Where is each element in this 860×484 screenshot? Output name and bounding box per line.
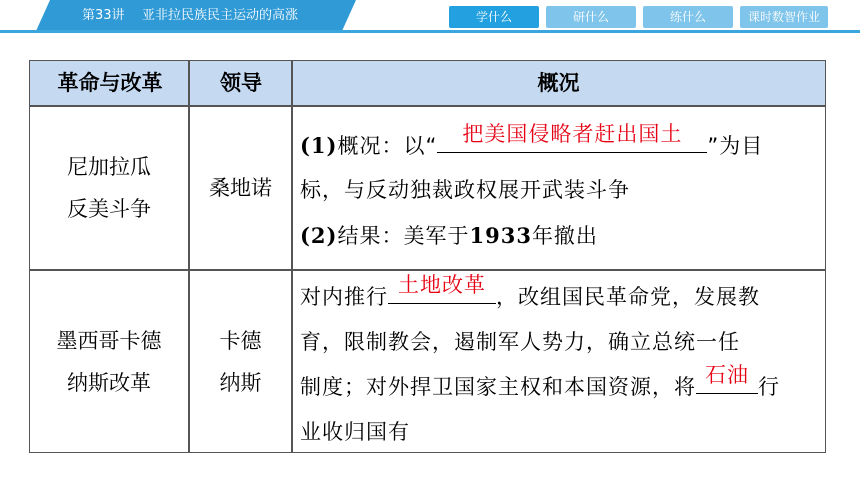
item-number: (2) xyxy=(300,223,338,248)
table-row-leader xyxy=(190,107,291,269)
lesson-title: 亚非拉民族民主运动的高涨 xyxy=(142,8,299,23)
summary-table xyxy=(29,60,826,453)
table-row-event xyxy=(30,271,188,452)
table-row-summary xyxy=(300,275,820,455)
tab-learn-what[interactable]: 学什么 xyxy=(449,6,539,28)
summary-text: ，改组国民革命党，发展教 xyxy=(496,285,760,309)
leader-name: 桑地诺 xyxy=(209,176,272,200)
year-value: 1933 xyxy=(469,223,532,248)
table-row-event xyxy=(30,107,188,269)
summary-text: 制度；对外捍卫国家主权和本国资源，将 xyxy=(300,375,696,399)
tab-homework[interactable]: 课时数智作业 xyxy=(740,6,828,28)
summary-text: 年撤出 xyxy=(531,224,598,248)
summary-text: 对内推行 xyxy=(300,285,388,309)
header-divider xyxy=(0,30,860,33)
event-name-line: 尼加拉瓜 xyxy=(67,155,151,179)
column-divider xyxy=(291,61,293,452)
tab-study-what[interactable]: 研什么 xyxy=(546,6,636,28)
answer-blank xyxy=(696,363,758,394)
leader-name: 纳斯 xyxy=(219,370,262,395)
summary-text: ”为目 xyxy=(707,134,764,158)
table-row-summary xyxy=(300,123,820,258)
leader-name: 卡德 xyxy=(219,328,262,353)
summary-text: 概况：以“ xyxy=(337,134,438,158)
column-header-overview: 概况 xyxy=(537,71,580,95)
answer-blank xyxy=(437,122,707,153)
table-row-leader xyxy=(190,271,291,452)
event-name-line: 反美斗争 xyxy=(67,197,151,221)
event-name-line: 纳斯改革 xyxy=(67,370,151,395)
event-name-line: 墨西哥卡德 xyxy=(56,328,162,353)
answer-text: 石油 xyxy=(705,363,749,387)
tab-practice-what[interactable]: 练什么 xyxy=(643,6,733,28)
answer-text: 土地改革 xyxy=(398,273,486,297)
summary-text: 结果：美军于 xyxy=(337,224,470,248)
summary-text: 标，与反动独裁政权展开武装斗争 xyxy=(300,178,630,202)
summary-text: 育，限制教会，遏制军人势力，确立总统一任 xyxy=(300,330,740,354)
column-header-event: 革命与改革 xyxy=(57,71,163,95)
item-number: (1) xyxy=(300,133,338,158)
answer-text: 把美国侵略者赶出国土 xyxy=(462,122,683,146)
table-header-row xyxy=(30,61,825,106)
summary-text: 行 xyxy=(758,375,780,399)
summary-text: 业收归国有 xyxy=(300,420,410,444)
top-header xyxy=(0,0,860,34)
answer-blank xyxy=(388,273,496,304)
lesson-number: 第33讲 xyxy=(82,8,125,23)
column-header-leader: 领导 xyxy=(220,71,262,95)
